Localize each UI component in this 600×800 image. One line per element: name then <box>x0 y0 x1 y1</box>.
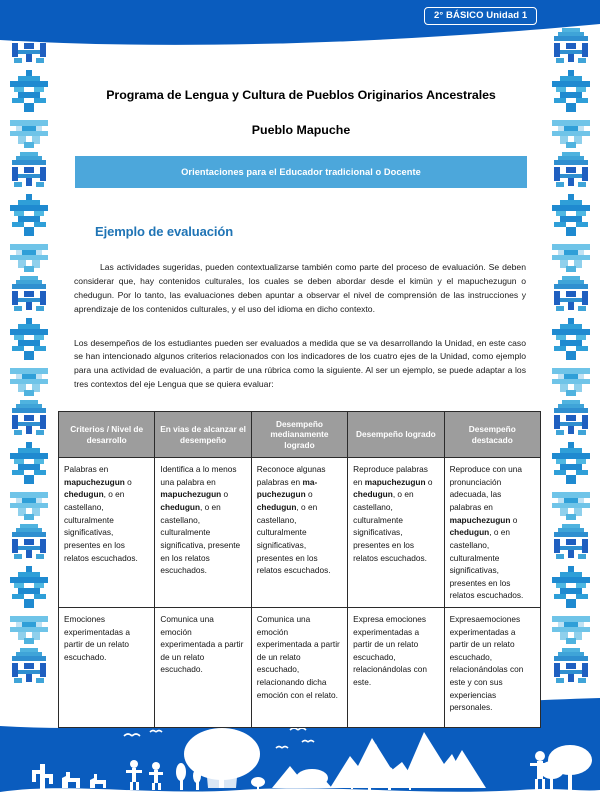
cell-r1c1: Palabras en mapuchezugun o chedugun, o en castellano, culturalmente significativas, presentes en los relatos escuchados. <box>59 458 155 608</box>
section-heading: Ejemplo de evaluación <box>95 223 234 239</box>
cell-r1c4: Reproduce palabras en mapuchezugun o chedugun, o en castellano, culturalmente significativas, presentes en los relatos escuchados. <box>348 458 444 608</box>
orientation-banner: Orientaciones para el Educador tradicional o Docente <box>75 156 527 188</box>
table-row <box>59 607 541 727</box>
column-header-destacado: Desempeño destacado <box>444 412 540 458</box>
table-row <box>59 458 541 608</box>
column-header-logrado: Desempeño logrado <box>348 412 444 458</box>
column-header-en-vias: En vias de alcanzar el desempeño <box>155 412 251 458</box>
right-border-pattern-icon <box>548 28 594 718</box>
cell-r1c5: Reproduce con una pronunciación adecuada, las palabras en mapuchezugun o chedugun, o en castellano, culturalmente significativas, presentes en los relatos escuchados. <box>444 458 540 608</box>
paragraph-2: Los desempeños de los estudiantes pueden ser evaluados a medida que se va desarrollando la Unidad, en este caso se han intencionado algunos criterios relacionados con los indicadores de los cuatro ejes de la Unidad, como ejemplo para una actividad de evaluación, a partir de una rúbrica como la siguiente. Al ser un ejemplo, se puede adaptar a los tres contextos del eje Lengua que se quiera evaluar: <box>74 337 526 390</box>
rubric-table <box>58 411 541 728</box>
cell-r2c1: Emociones experimentadas a partir de un relato escuchado. <box>59 607 155 727</box>
cell-r2c2: Comunica una emoción experimentada a partir de un relato escuchado. <box>155 607 251 727</box>
cell-r1c3: Reconoce algunas palabras en ma-puchezugun o chedugun, o en castellano, culturalmente significativas, presentes en los relatos escuchados. <box>251 458 347 608</box>
paragraph-1: Las actividades sugeridas, pueden contextualizarse también como parte del proceso de evaluación. Se deben considerar que, hay contenidos culturales, los cuales se deben abordar desde el kimün y el mapuchezugun o chedugun. Por lo tanto, las evaluaciones deben apuntar a observar el nivel de comprensión de las instrucciones y aprendizaje de los contenidos culturales, y el uso del idioma en dicho contexto. <box>74 261 526 314</box>
cell-r2c5: Expresaemociones experimentadas a partir de un relato escuchado, relacionándolas con este y con sus experiencias personales. <box>444 607 540 727</box>
column-header-medianamente: Desempeño medianamente logrado <box>251 412 347 458</box>
table-header-row <box>59 412 541 458</box>
cell-r1c2: Identifica a lo menos una palabra en mapuchezugun o chedugun, o en castellano, culturalmente significativa, presente en los relatos escuchados. <box>155 458 251 608</box>
left-border-pattern-icon <box>6 28 52 718</box>
column-header-criterios: Criterios / Nivel de desarrollo <box>59 412 155 458</box>
page-title: Programa de Lengua y Cultura de Pueblos Originarios Ancestrales <box>106 88 496 102</box>
cell-r2c4: Expresa emociones experimentadas a partir de un relato escuchado, relacionándolas con este. <box>348 607 444 727</box>
cell-r2c3: Comunica una emoción experimentada a partir de un relato escuchado, relacionando dicha emoción con el relato. <box>251 607 347 727</box>
document-content <box>62 88 540 728</box>
page-subtitle: Pueblo Mapuche <box>251 122 351 137</box>
unit-badge: 2° BÁSICO Unidad 1 <box>424 7 537 25</box>
